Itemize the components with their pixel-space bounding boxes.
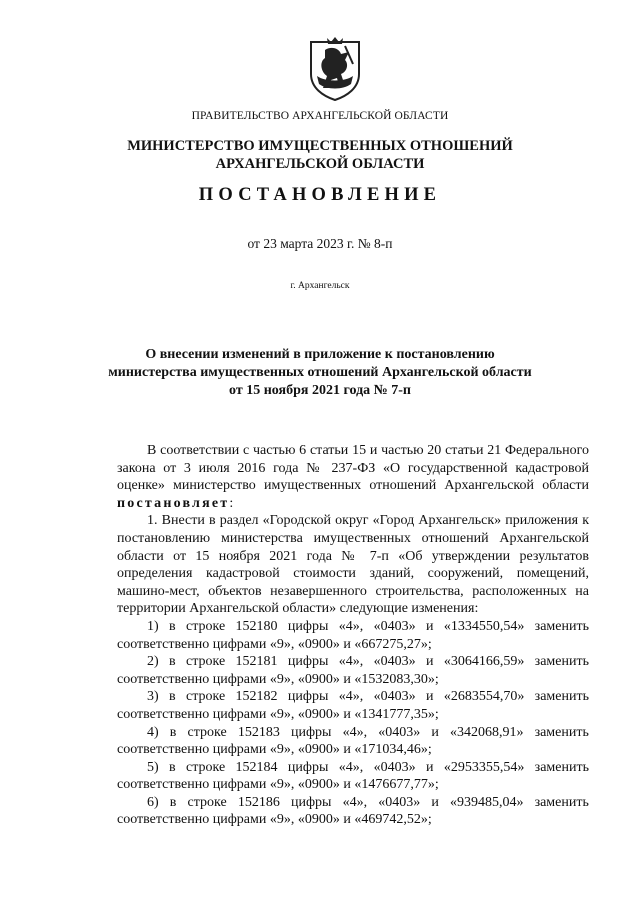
subitem-word: 152183	[237, 724, 280, 740]
subitem-second-line: соответственно цифрами «9», «0900» и «1476677,77»;	[117, 777, 439, 793]
preamble-paragraph	[117, 442, 589, 512]
subitems-list	[117, 618, 589, 829]
subitem-word: 6)	[147, 794, 159, 810]
subitem-first-line	[117, 794, 589, 812]
subitem-word: цифры	[290, 794, 332, 810]
subitem-word: «4»,	[338, 654, 364, 670]
subitem-word: и	[431, 724, 439, 740]
subitem-word: «0403»	[373, 618, 416, 634]
subitem-word: в	[169, 618, 176, 634]
subitem-word: «3064166,59»	[443, 654, 525, 670]
subitem-word: «2683554,70»	[443, 689, 525, 705]
subitem-word: строке	[186, 618, 226, 634]
subitem-word: 152181	[235, 654, 278, 670]
document-city: г. Архангельск	[290, 281, 350, 291]
subitem-word: «0403»	[378, 794, 421, 810]
subitem-word: в	[169, 724, 177, 740]
subitem	[117, 653, 589, 688]
subitem-word: заменить	[534, 654, 589, 670]
subitem	[117, 688, 589, 723]
subitem-first-line	[117, 618, 589, 636]
subitem-word: заменить	[534, 724, 589, 740]
subitem-word: 1)	[147, 618, 159, 634]
subitem-first-line	[117, 653, 589, 671]
subitem-word: «939485,04»	[449, 794, 524, 810]
subitem-word: 152186	[237, 794, 280, 810]
subitem-word: «0403»	[373, 654, 416, 670]
subitem-word: заменить	[534, 794, 589, 810]
subitem-word: строке	[187, 794, 227, 810]
subitem-word: «4»,	[338, 759, 364, 775]
subitem-word: цифры	[287, 618, 329, 634]
coat-of-arms-icon	[305, 36, 365, 102]
subitem	[117, 618, 589, 653]
subitem-second-line: соответственно цифрами «9», «0900» и «667275,27»;	[117, 636, 432, 652]
subitem	[117, 724, 589, 759]
item-1-paragraph: 1. Внести в раздел «Городской округ «Город Архангельск» приложения к постановлению министерства имущественных отношений Архангельской области от 15 ноября 2021 года № 7-п «Об утверждении результатов определения кадастровой стоимости зданий, сооружений, помещений, машино-мест, объектов незавершенного строительства, расположенных на территории Архангельской области» следующие изменения:	[117, 513, 589, 617]
ministry-name-line: МИНИСТЕРСТВО ИМУЩЕСТВЕННЫХ ОТНОШЕНИЙ	[127, 138, 513, 154]
subitem	[117, 794, 589, 829]
subitem-word: 152184	[235, 759, 278, 775]
document-title-line: от 15 ноября 2021 года № 7-п	[229, 383, 411, 398]
subitem-word: «0403»	[373, 759, 416, 775]
subitem-second-line: соответственно цифрами «9», «0900» и «1341777,35»;	[117, 706, 439, 722]
subitem-word: «0403»	[373, 689, 416, 705]
subitem-word: «4»,	[338, 689, 364, 705]
subitem-word: цифры	[287, 654, 329, 670]
subitem-word: в	[169, 794, 177, 810]
document-title-line: О внесении изменений в приложение к постановлению	[145, 347, 495, 362]
subitem-word: и	[425, 654, 434, 670]
subitem-word: и	[431, 794, 439, 810]
decree-colon: :	[229, 495, 234, 511]
subitem-word: строке	[187, 724, 227, 740]
subitem-word: заменить	[534, 689, 589, 705]
subitem-second-line: соответственно цифрами «9», «0900» и «469742,52»;	[117, 812, 432, 828]
ministry-name-line: АРХАНГЕЛЬСКОЙ ОБЛАСТИ	[215, 156, 425, 172]
subitem-word: заменить	[534, 759, 589, 775]
subitem-word: цифры	[290, 724, 332, 740]
subitem-word: «4»,	[342, 794, 368, 810]
subitem-word: цифры	[287, 759, 329, 775]
decree-word: постановляет	[117, 495, 230, 511]
subitem-word: строке	[186, 759, 226, 775]
subitem-first-line	[117, 724, 589, 742]
subitem-word: «342068,91»	[449, 724, 524, 740]
subitem-word: в	[169, 759, 176, 775]
subitem-word: «0403»	[378, 724, 421, 740]
subitem-second-line: соответственно цифрами «9», «0900» и «171034,46»;	[117, 742, 432, 758]
subitem-word: строке	[186, 689, 226, 705]
subitem-word: «2953355,54»	[443, 759, 525, 775]
subitem-word: 4)	[147, 724, 159, 740]
subitem-word: и	[425, 759, 434, 775]
subitem-word: 152182	[235, 689, 278, 705]
subitem-second-line: соответственно цифрами «9», «0900» и «1532083,30»;	[117, 671, 439, 687]
preamble-text: В соответствии с частью 6 статьи 15 и частью 20 статьи 21 Федерального закона от 3 июля 2016 года № 237-ФЗ «О государственной кадастровой оценке» министерство имущественных отношений Архангельской области	[117, 443, 589, 494]
document-date-number: от 23 марта 2023 г. № 8-п	[247, 236, 393, 251]
ministry-name	[0, 137, 640, 173]
subitem-word: в	[169, 689, 176, 705]
government-name: ПРАВИТЕЛЬСТВО АРХАНГЕЛЬСКОЙ ОБЛАСТИ	[191, 110, 449, 122]
subitem-word: и	[425, 689, 434, 705]
subitem-word: заменить	[534, 618, 589, 634]
subitem-word: 152180	[235, 618, 278, 634]
subitem-word: «4»,	[338, 618, 364, 634]
subitem-word: и	[425, 618, 434, 634]
subitem-first-line	[117, 759, 589, 777]
subitem-word: 3)	[147, 689, 159, 705]
subitem-word: цифры	[287, 689, 329, 705]
document-type: ПОСТАНОВЛЕНИЕ	[198, 185, 442, 205]
document-title	[0, 346, 640, 400]
subitem-first-line	[117, 688, 589, 706]
subitem-word: «4»,	[342, 724, 368, 740]
subitem-word: «1334550,54»	[443, 618, 525, 634]
subitem-word: 5)	[147, 759, 159, 775]
subitem-word: в	[169, 654, 176, 670]
document-title-line: министерства имущественных отношений Архангельской области	[108, 365, 532, 380]
subitem	[117, 759, 589, 794]
document-body	[117, 442, 589, 829]
subitem-word: строке	[186, 654, 226, 670]
subitem-word: 2)	[147, 654, 159, 670]
